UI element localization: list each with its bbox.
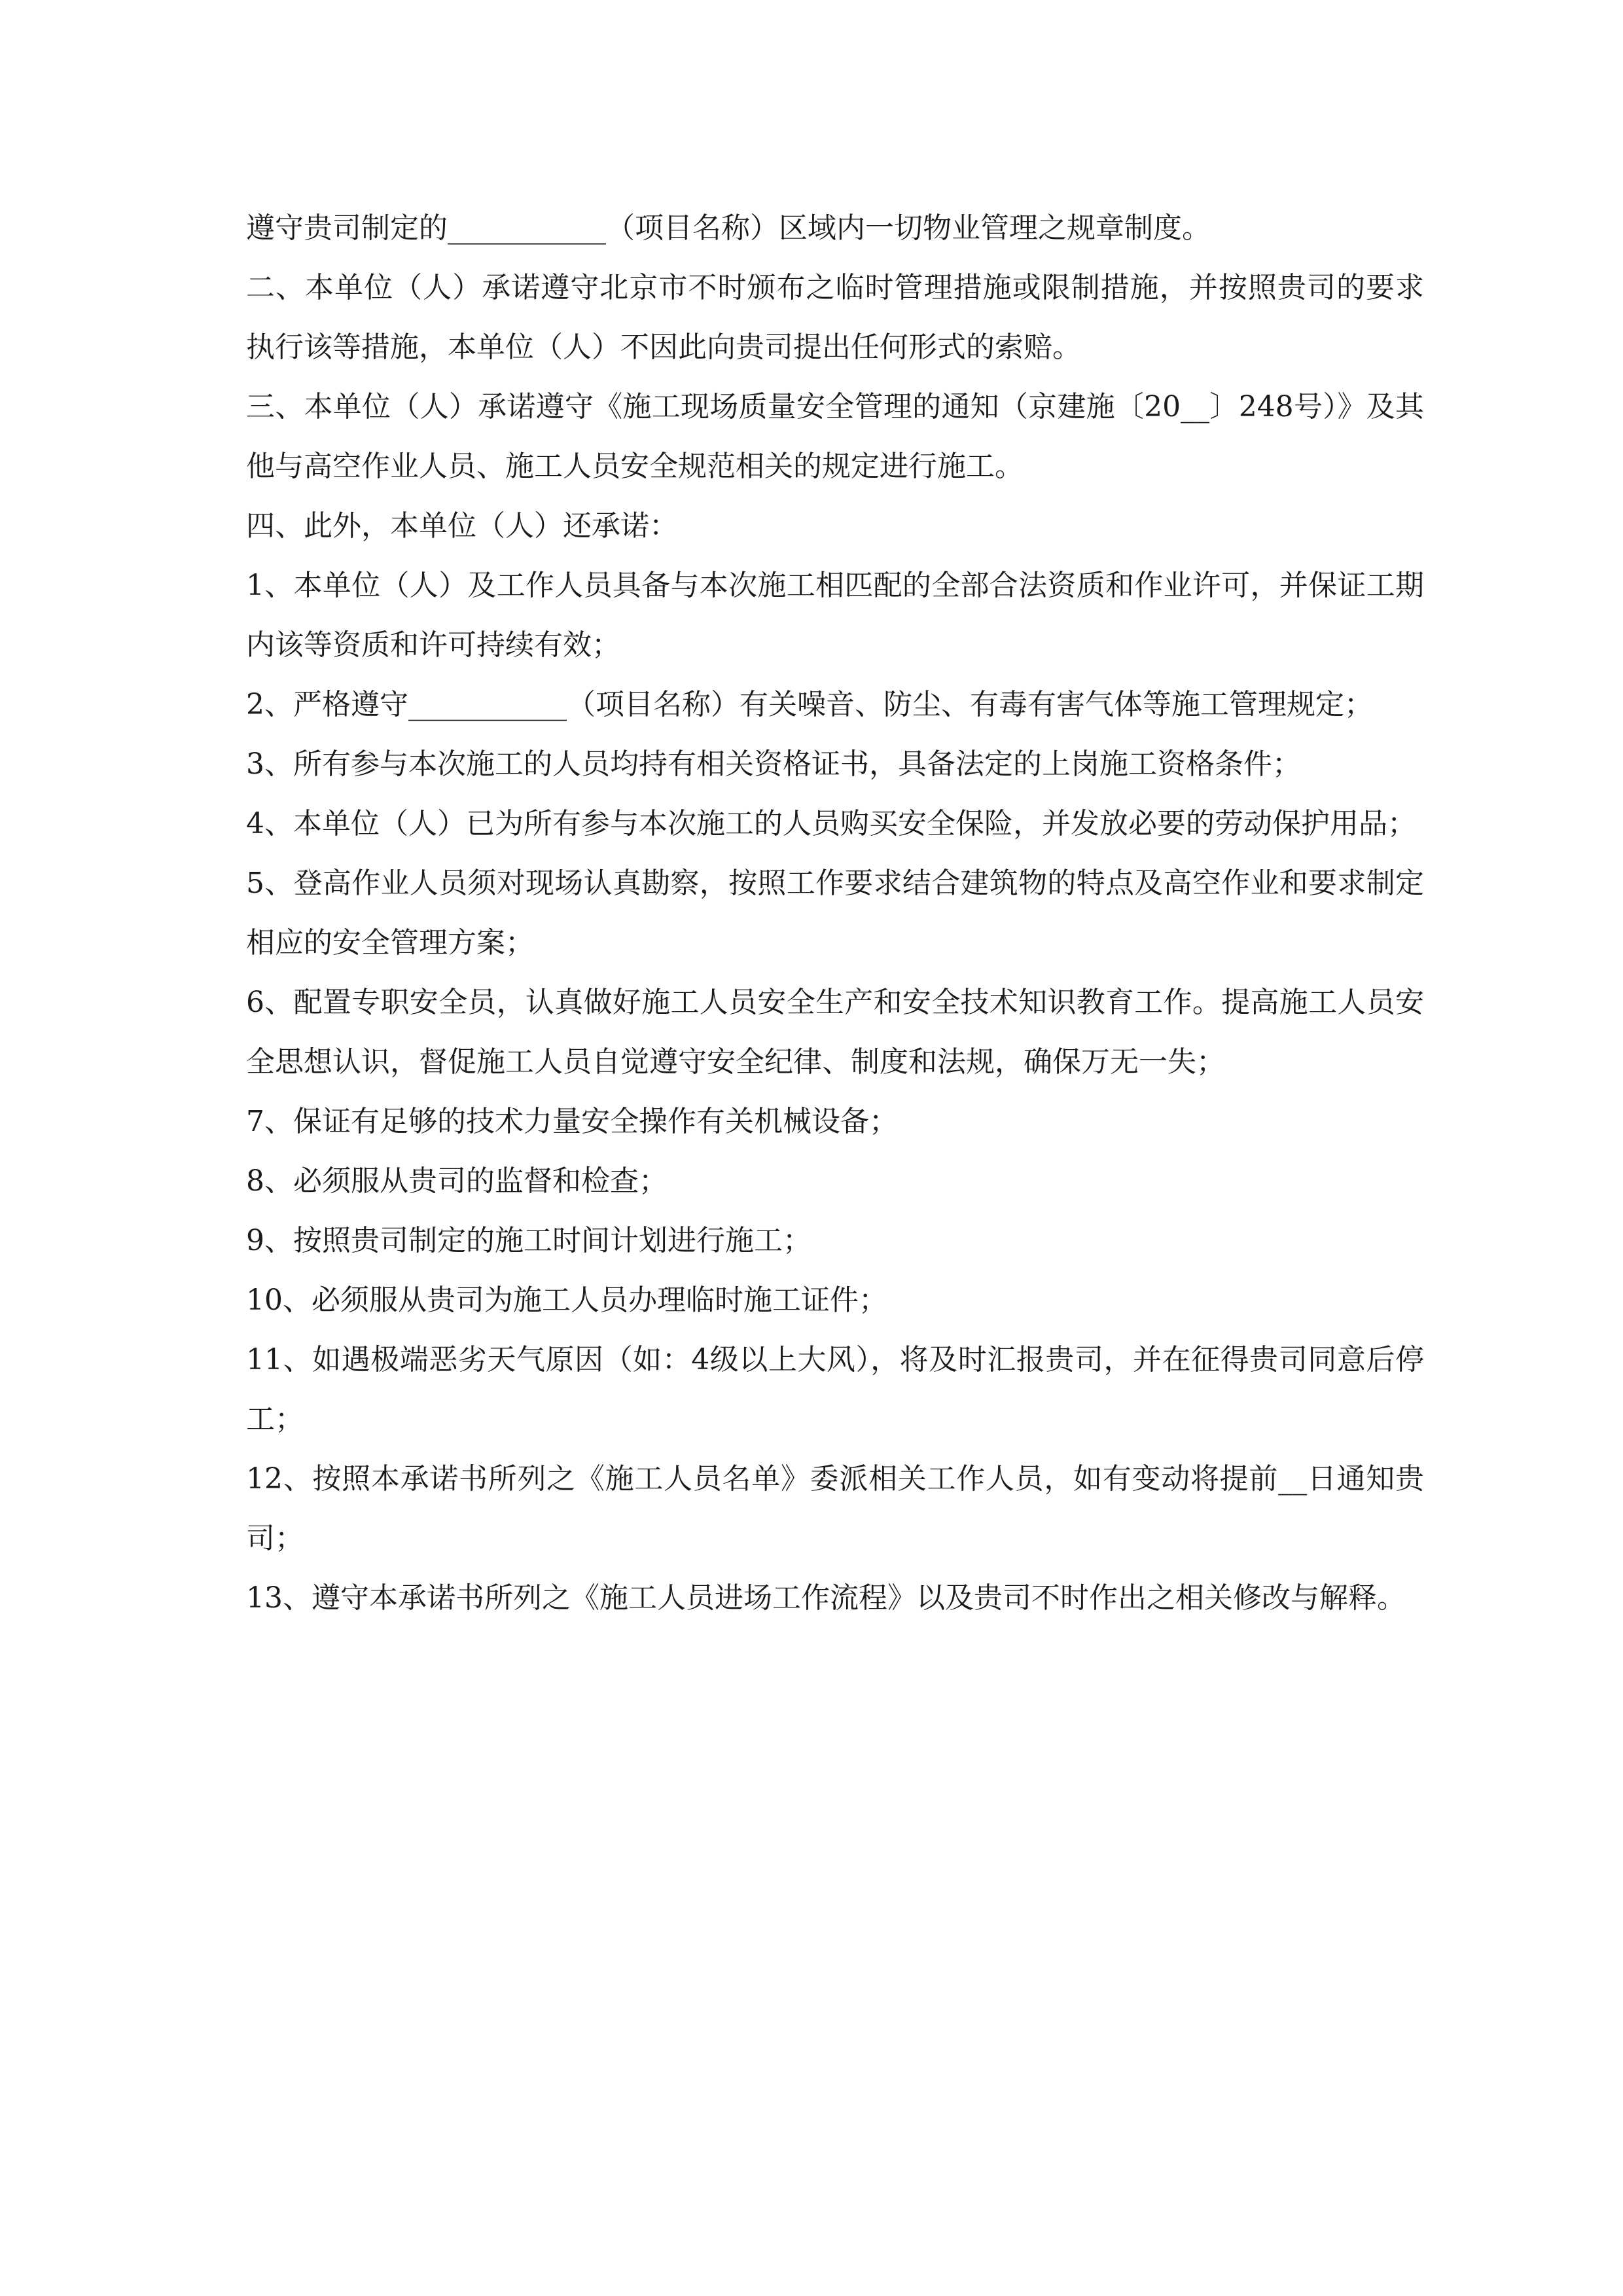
paragraph-section-3: 三、本单位（人）承诺遵守《施工现场质量安全管理的通知（京建施〔20__〕248号）》及其他与高空作业人员、施工人员安全规范相关的规定进行施工。 [246,390,1424,483]
paragraph-section-2: 二、本单位（人）承诺遵守北京市不时颁布之临时管理措施或限制措施，并按照贵司的要求执行该等措施，本单位（人）不因此向贵司提出任何形式的索赔。 [246,271,1424,364]
paragraph-rules-compliance: 遵守贵司制定的___________（项目名称）区域内一切物业管理之规章制度。 [246,211,1211,245]
list-item-3: 3、所有参与本次施工的人员均持有相关资格证书，具备法定的上岗施工资格条件； [246,747,1301,781]
list-item-6: 6、配置专职安全员，认真做好施工人员安全生产和安全技术知识教育工作。提高施工人员安全思想认识，督促施工人员自觉遵守安全纪律、制度和法规，确保万无一失； [246,986,1424,1079]
list-item-4: 4、本单位（人）已为所有参与本次施工的人员购买安全保险，并发放必要的劳动保护用品； [246,807,1416,840]
list-item-2: 2、严格遵守___________（项目名称）有关噪音、防尘、有毒有害气体等施工管理规定； [246,688,1373,721]
list-item-7: 7、保证有足够的技术力量安全操作有关机械设备； [246,1105,898,1138]
list-item-10: 10、必须服从贵司为施工人员办理临时施工证件； [246,1283,887,1317]
list-item-11: 11、如遇极端恶劣天气原因（如：4级以上大风），将及时汇报贵司，并在征得贵司同意后停工； [246,1343,1424,1436]
list-item-9: 9、按照贵司制定的施工时间计划进行施工； [246,1224,812,1257]
document-body [246,198,1424,1628]
paragraph-section-4: 四、此外，本单位（人）还承诺： [246,509,678,543]
list-item-1: 1、本单位（人）及工作人员具备与本次施工相匹配的全部合法资质和作业许可，并保证工期内该等资质和许可持续有效； [246,569,1424,662]
list-item-8: 8、必须服从贵司的监督和检查； [246,1164,668,1198]
list-item-13: 13、遵守本承诺书所列之《施工人员进场工作流程》以及贵司不时作出之相关修改与解释。 [246,1581,1406,1615]
list-item-12: 12、按照本承诺书所列之《施工人员名单》委派相关工作人员，如有变动将提前__日通知贵司； [246,1462,1424,1555]
list-item-5: 5、登高作业人员须对现场认真勘察，按照工作要求结合建筑物的特点及高空作业和要求制定相应的安全管理方案； [246,867,1424,960]
